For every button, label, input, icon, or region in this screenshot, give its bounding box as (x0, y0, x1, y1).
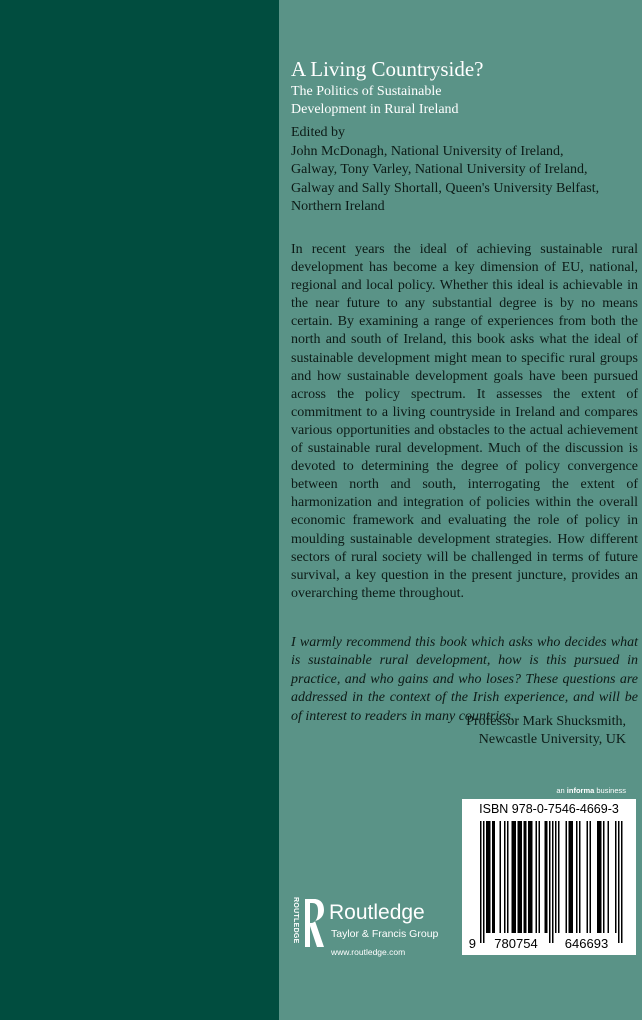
publisher-vertical-name: ROUTLEDGE (292, 897, 299, 944)
subtitle-line: The Politics of Sustainable (291, 84, 442, 99)
barcode-bar (488, 821, 490, 933)
publisher-name: Routledge (329, 901, 425, 924)
barcode-bar (489, 821, 491, 933)
barcode-bar (572, 821, 574, 933)
barcode-bar (492, 821, 494, 933)
barcode-bar (590, 821, 592, 933)
barcode-bar (521, 821, 523, 933)
barcode-bar (569, 821, 571, 933)
publisher-url: www.routledge.com (331, 947, 406, 957)
informa-brand: informa (566, 786, 595, 795)
barcode-bar (483, 821, 485, 943)
barcode-bar (480, 821, 482, 943)
editors-credit (291, 124, 636, 217)
endorser-name: Professor Mark Shucksmith, (466, 714, 626, 729)
barcode-digits: 780754 (494, 936, 538, 951)
back-cover (279, 0, 642, 1020)
barcode-bar (500, 821, 502, 933)
barcode-bar (600, 821, 602, 933)
book-subtitle (291, 83, 459, 119)
barcode-bar (599, 821, 601, 933)
publisher-logo (279, 893, 459, 963)
barcode-bar (621, 821, 623, 943)
barcode-bar (494, 821, 496, 933)
barcode-bar (597, 821, 599, 933)
editors-line: Northern Ireland (291, 199, 385, 214)
barcode-bar (579, 821, 581, 933)
book-title: A Living Countryside? (291, 57, 484, 81)
informa-suffix: business (596, 786, 626, 795)
barcode-digits: 9 (468, 936, 476, 951)
publisher-group: Taylor & Francis Group (331, 928, 439, 940)
barcode-bar (539, 821, 541, 933)
barcode-bar (545, 821, 547, 933)
barcode-bar (531, 821, 533, 933)
barcode-bar (552, 821, 554, 943)
barcode-bar (576, 821, 578, 933)
barcode-bar (524, 821, 526, 933)
barcode-bar (603, 821, 605, 933)
barcode-graphic (462, 799, 636, 955)
book-spine (0, 0, 279, 1020)
endorsement-quote: I warmly recommend this book which asks who decides what is sustainable rural development, how is this pursued in practice, and who gains and who loses? These questions are addressed in the context of the Irish experience, and will be of interest to readers in many countries. (291, 635, 638, 724)
editors-line: John McDonagh, National University of Ireland, (291, 143, 564, 159)
barcode-bar (525, 821, 527, 933)
barcode-bar (515, 821, 517, 933)
informa-tagline (556, 786, 626, 795)
isbn-label: ISBN 978-0-7546-4669-3 (479, 802, 619, 816)
informa-prefix: an (556, 786, 565, 795)
barcode-bar (507, 821, 509, 933)
barcode-bar (555, 821, 557, 933)
barcode-bar (530, 821, 532, 933)
barcode-bar (528, 821, 530, 933)
subtitle-line: Development in Rural Ireland (291, 102, 459, 117)
barcode-bar (512, 821, 514, 933)
barcode-bar (513, 821, 515, 933)
barcode-bar (549, 821, 551, 943)
book-description: In recent years the ideal of achieving sustainable rural development has become a key dimension of EU, national, regional and local policy. Whether this ideal is achievable in the near future to any substantial degree is by no means certain. By examining a range of experiences from both the north and south of Ireland, this book asks what the ideal of sustainable development might mean to specific rural groups and how sustainable development goals have been pursued across the policy spectrum. It assesses the extent of commitment to a living countryside in Ireland and compares various opportunities and obstacles to the actual achievement of sustainable rural development. Much of the discussion is devoted to determining the degree of policy convergence between north and south, interrogating the extent of harmonization and integration of policies within the overall economic framework and evaluating the role of policy in moulding sustainable development strategies. How different sectors of rural society will be challenged in terms of future survival, a key question in the present juncture, provides an overarching theme throughout. (291, 242, 638, 601)
barcode-bar (504, 821, 506, 933)
barcode-bar (536, 821, 538, 933)
barcode-bar (519, 821, 521, 933)
endorsement-attribution (466, 713, 626, 750)
endorser-affiliation: Newcastle University, UK (478, 732, 626, 748)
barcode-bar (608, 821, 610, 933)
barcode-bar (558, 821, 560, 933)
barcode-bar (546, 821, 548, 933)
barcode-bar (486, 821, 488, 933)
editors-line: Edited by (291, 125, 346, 140)
barcode-bar (618, 821, 620, 943)
editors-line: Galway, Tony Varley, National University of Ireland, (291, 162, 588, 177)
barcode-bar (570, 821, 572, 933)
barcode-digits: 646693 (564, 936, 609, 951)
routledge-r-icon (299, 895, 325, 951)
editors-line: Galway and Sally Shortall, Queen's University Belfast, (291, 180, 600, 196)
barcode-bar (566, 821, 568, 933)
barcode-bar (518, 821, 520, 933)
isbn-barcode (462, 799, 636, 955)
barcode-bar (587, 821, 589, 933)
barcode-bar (615, 821, 617, 933)
